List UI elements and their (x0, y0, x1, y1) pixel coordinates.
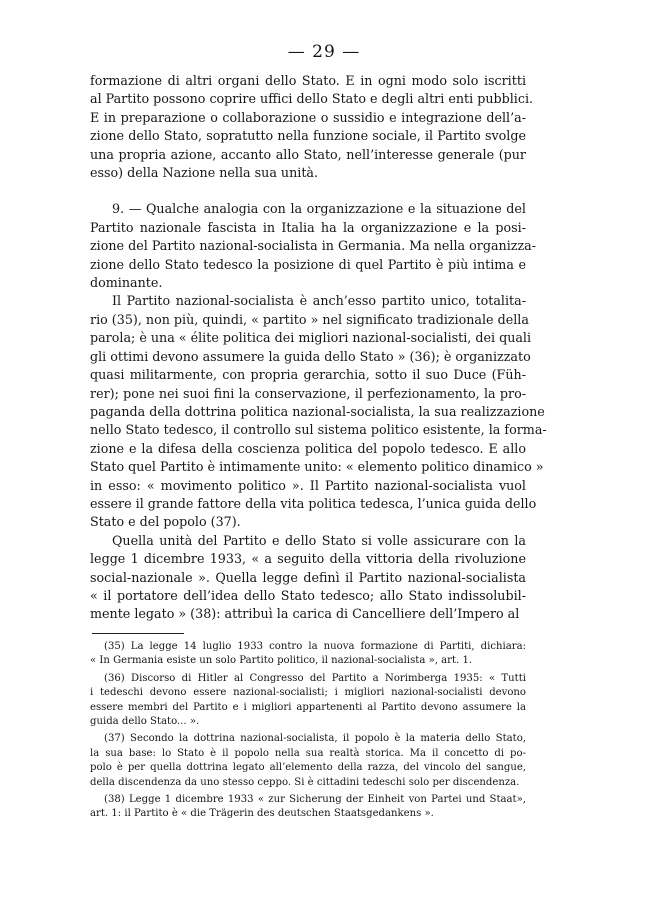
footnote-line: « In Germania esiste un solo Partito politico, il nazional-socialista », art. 1. (90, 655, 473, 667)
text-line: quasi militarmente, con propria gerarchia, sotto il suo Duce (Füh- (90, 367, 526, 383)
footnote (90, 640, 526, 669)
paragraph (90, 200, 536, 292)
text-line: mente legato » (38): attribuì la carica di Cancelliere dell’Impero al (90, 606, 520, 622)
text-line: al Partito possono coprire uffici dello Stato e degli altri enti pubblici. (90, 91, 534, 107)
text-line: paganda della dottrina politica nazional-socialista, la sua realizzazione (90, 403, 545, 419)
text-line: rio (35), non più, quindi, « partito » nel significato tradizionale della (90, 311, 529, 327)
text-line: 9. — Qualche analogia con la organizzazione e la situazione del (112, 201, 526, 217)
text-line: formazione di altri organi dello Stato. E in ogni modo solo iscritti (90, 73, 526, 88)
text-line: zione e la difesa della coscienza politica del popolo tedesco. E allo (90, 440, 526, 456)
text-line: legge 1 dicembre 1933, « a seguito della vittoria della rivoluzione (90, 551, 526, 567)
paragraph (90, 292, 547, 531)
footnote-line: essere membri del Partito e i migliori appartenenti al Partito devono assumere la (90, 701, 526, 713)
footnote-line: art. 1: il Partito è « die Trägerin des deutschen Staatsgedankens ». (90, 808, 434, 820)
text-line: rer); pone nei suoi fini la conservazione, il perfezionamento, la pro- (90, 385, 526, 401)
footnote-line: i tedeschi devono essere nazional-socialisti; i migliori nazional-socialisti devono (90, 687, 526, 699)
footnote-line: (36) Discorso di Hitler al Congresso del Partito a Norimberga 1935: « Tutti (104, 672, 526, 684)
page-number: — 29 — (287, 42, 361, 62)
footnote (90, 732, 526, 790)
text-line: Partito nazionale fascista in Italia ha la organizzazione e la posi- (90, 219, 526, 235)
footnote-line: della discendenza da uno stesso ceppo. Si è cittadini tedeschi solo per discendenza. (90, 776, 520, 788)
text-line: parola; è una « élite politica dei migliori nazional-socialisti, dei quali (90, 330, 532, 346)
text-line: in esso: « movimento politico ». Il Partito nazional-socialista vuol (90, 477, 526, 493)
footnote-line: (35) La legge 14 luglio 1933 contro la nuova formazione di Partiti, dichiara: (104, 641, 526, 652)
text-line: Il Partito nazional-socialista è anch’esso partito unico, totalita- (112, 293, 526, 309)
footnote (90, 672, 526, 730)
footnote-line: (38) Legge 1 dicembre 1933 « zur Sicherung der Einheit von Partei und Staat», (104, 794, 526, 806)
footnote-line: la sua base: lo Stato è il popolo nella sua realtà storica. Ma il concetto di po- (90, 747, 526, 759)
text-line: social-nazionale ». Quella legge definì il Partito nazional-socialista (90, 569, 526, 585)
footnote-divider (92, 633, 184, 634)
text-line: zione dello Stato, sopratutto nella funzione sociale, il Partito svolge (90, 128, 526, 144)
paragraph (90, 532, 526, 624)
text-line: « il portatore dell’idea dello Stato tedesco; allo Stato indissolubil- (90, 587, 526, 603)
text-line: esso) della Nazione nella sua unità. (90, 165, 319, 181)
text-line: zione dello Stato tedesco la posizione di quel Partito è più intima e (90, 256, 526, 272)
text-line: nello Stato tedesco, il controllo sul sistema politico esistente, la forma- (90, 422, 547, 438)
body-text (90, 72, 547, 624)
text-line: essere il grande fattore della vita politica tedesca, l’unica guida dello (90, 495, 537, 511)
footnote-line: guida dello Stato... ». (90, 716, 200, 728)
text-line: E in preparazione o collaborazione o sussidio e integrazione dell’a- (90, 109, 526, 125)
footnote (90, 793, 526, 822)
text-line: dominante. (90, 275, 163, 291)
text-line: Quella unità del Partito e dello Stato si volle assicurare con la (112, 532, 526, 548)
footnote-line: (37) Secondo la dottrina nazional-socialista, il popolo è la materia dello Stato, (104, 733, 526, 745)
text-line: una propria azione, accanto allo Stato, nell’interesse generale (pur (90, 146, 526, 162)
footnotes (90, 640, 526, 822)
text-line: zione del Partito nazional-socialista in Germania. Ma nella organizza- (90, 238, 536, 254)
text-line: Stato e del popolo (37). (90, 514, 241, 530)
text-line: Stato quel Partito è intimamente unito: « elemento politico dinamico » (90, 459, 544, 475)
text-line: gli ottimi devono assumere la guida dello Stato » (36); è organizzato (90, 348, 531, 364)
footnote-line: polo è per quella dottrina legato all’elemento della razza, del vincolo del sangue, (90, 762, 526, 774)
paragraph (90, 72, 534, 182)
